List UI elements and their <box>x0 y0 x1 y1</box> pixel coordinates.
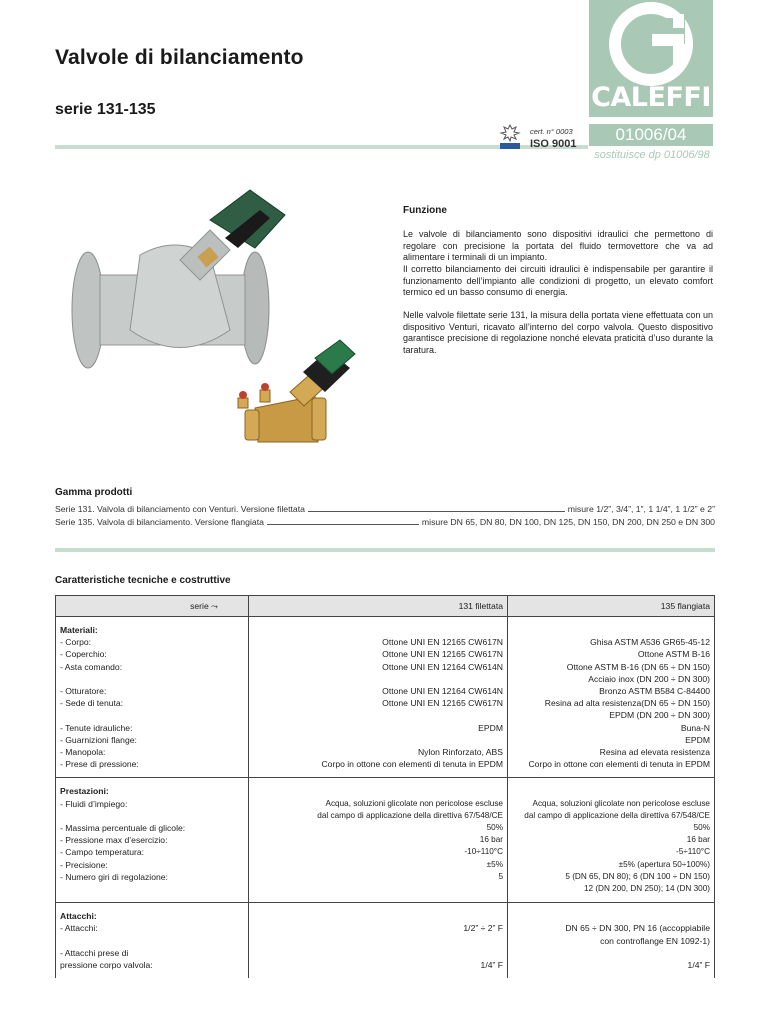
spec-table-header <box>56 596 715 617</box>
spec-cell-line <box>253 883 503 895</box>
spec-cell-line: EPDM (DN 200 ÷ DN 300) <box>609 710 710 721</box>
attacchi-131-list <box>253 922 503 971</box>
spec-cell-line: ±5% <box>486 859 503 869</box>
attacchi-131 <box>249 903 508 979</box>
materiali-label-list <box>60 636 244 770</box>
gamma-row-131-desc: Serie 131. Valvola di bilanciamento con Venturi. Versione filettata <box>55 504 305 514</box>
header-131: 131 filettata <box>249 596 508 617</box>
spec-cell-line: - Corpo: <box>60 637 92 648</box>
spec-cell-line <box>253 673 503 685</box>
header-serie: serie ⤳ <box>56 596 249 617</box>
spec-cell-line: - Guarnizioni flange: <box>60 734 137 745</box>
spec-table <box>55 595 715 978</box>
gamma-row-135-desc: Serie 135. Valvola di bilanciamento. Versione flangiata <box>55 517 264 527</box>
spec-cell-line: con controflange EN 1092-1) <box>600 935 710 946</box>
attacchi-title: Attacchi: <box>60 911 97 922</box>
materiali-135 <box>508 617 715 778</box>
iso-label: ISO 9001 <box>530 138 577 150</box>
gamma-row-131-sizes: misure 1/2”, 3/4”, 1”, 1 1/4”, 1 1/2” e 2” <box>567 504 715 514</box>
spec-cell-line: 50% <box>693 823 710 833</box>
attacchi-135-list <box>512 922 710 971</box>
prestazioni-section <box>56 778 715 903</box>
spec-cell-line: Ottone ASTM B-16 (DN 65 ÷ DN 150) <box>566 661 710 672</box>
funzione-paragraph-3: Nelle valvole filettate serie 131, la misura della portata viene effettuata con un dispositivo Venturi, ricavato all’interno del corpo valvola. Questo dispositivo garantisce precisione di regolazione nonché elevata praticità d’uso durante la taratura. <box>403 310 713 355</box>
spec-cell-line <box>512 947 710 959</box>
spec-cell-line: Acqua, soluzioni glicolate non pericolose escluse <box>532 798 710 808</box>
materiali-135-list <box>512 636 710 770</box>
spec-cell-line: Ottone ASTM B-16 <box>637 649 710 660</box>
valve-illustration <box>60 180 390 460</box>
spec-cell-line: - Manopola: <box>60 747 106 758</box>
brand-name: CALEFFI <box>591 82 711 113</box>
spec-cell-line: DN 65 ÷ DN 300, PN 16 (accoppiabile <box>565 923 710 934</box>
spec-cell-line: -5÷110°C <box>675 847 710 857</box>
spec-cell-line: 5 (DN 65, DN 80); 6 (DN 100 ÷ DN 150) <box>565 871 710 881</box>
spec-cell-line: Ottone UNI EN 12165 CW617N <box>382 698 503 709</box>
attacchi-label-list <box>60 922 244 971</box>
spec-cell-line: 12 (DN 200, DN 250); 14 (DN 300) <box>583 884 710 894</box>
prestazioni-label-list <box>60 798 244 896</box>
funzione-paragraph-2: Il corretto bilanciamento dei circuiti idraulici è indispensabile per garantire il funzionamento dell’impianto alle condizioni di progetto, un elevato comfort termico ed un basso consumo di energia. <box>403 264 713 298</box>
valve-image <box>60 180 390 460</box>
leader-line <box>308 511 565 512</box>
spec-cell-line: 1/4” F <box>480 960 503 971</box>
spec-cell-line: -10÷110°C <box>464 847 503 857</box>
spec-cell-line: Acqua, soluzioni glicolate non pericolose escluse <box>325 798 503 808</box>
spec-cell-line: EPDM <box>685 734 710 745</box>
spec-cell-line: 50% <box>486 823 503 833</box>
spec-cell-line: Bronzo ASTM B584 C-84400 <box>599 686 710 696</box>
spec-cell-line: Corpo in ottone con elementi di tenuta in EPDM <box>528 759 710 770</box>
page-title: Valvole di bilanciamento <box>55 46 304 69</box>
gamma-heading: Gamma prodotti <box>55 487 133 498</box>
spec-cell-line: - Pressione max d’esercizio: <box>60 835 168 846</box>
spec-cell-line: Ottone UNI EN 12165 CW617N <box>382 649 503 660</box>
funzione-heading: Funzione <box>403 205 447 216</box>
spec-cell-line: Acciaio inox (DN 200 ÷ DN 300) <box>588 673 710 684</box>
prestazioni-title: Prestazioni: <box>60 786 109 797</box>
spec-cell-line <box>253 709 503 721</box>
gamma-row-135 <box>55 517 715 527</box>
spec-cell-line <box>60 935 244 947</box>
materiali-section <box>56 617 715 778</box>
spec-cell-line: - Sede di tenuta: <box>60 698 124 709</box>
spec-cell-line: - Attacchi: <box>60 923 98 934</box>
prestazioni-labels <box>56 778 249 903</box>
attacchi-135 <box>508 903 715 979</box>
spec-cell-line: - Prese di pressione: <box>60 759 139 770</box>
spec-cell-line <box>60 883 244 895</box>
spec-cell-line: - Attacchi prese di <box>60 947 129 958</box>
spec-cell-line: Buna-N <box>680 722 710 733</box>
spec-cell-line: Corpo in ottone con elementi di tenuta in EPDM <box>321 759 503 770</box>
gamma-row-131 <box>55 504 715 514</box>
prestazioni-135-list <box>512 798 710 896</box>
spec-cell-line <box>60 709 244 721</box>
spec-cell-line: Ottone UNI EN 12164 CW614N <box>382 661 503 672</box>
spec-cell-line: - Coperchio: <box>60 649 107 660</box>
spec-cell-line: Resina ad elevata resistenza <box>599 747 710 758</box>
spec-cell-line: pressione corpo valvola: <box>60 960 153 971</box>
spec-cell-line: Ghisa ASTM A536 GR65-45-12 <box>590 637 710 648</box>
spec-cell-line: Nylon Rinforzato, ABS <box>417 747 503 758</box>
spec-cell-line: 16 bar <box>686 835 710 845</box>
spec-cell-line <box>253 734 503 746</box>
spec-cell-line: - Asta comando: <box>60 661 123 672</box>
materiali-131 <box>249 617 508 778</box>
spec-cell-line <box>253 947 503 959</box>
spec-cell-line: - Massima percentuale di glicole: <box>60 823 186 834</box>
leader-line <box>267 524 419 525</box>
spec-cell-line <box>60 673 244 685</box>
spec-cell-line: Ottone UNI EN 12165 CW617N <box>382 637 503 648</box>
spec-cell-line: ±5% (apertura 50÷100%) <box>618 859 710 869</box>
spec-cell-line: 1/4” F <box>687 960 710 971</box>
icim-cert-icon <box>499 124 521 150</box>
prestazioni-131-list <box>253 798 503 896</box>
attacchi-labels <box>56 903 249 979</box>
caratteristiche-heading: Caratteristiche tecniche e costruttive <box>55 575 231 586</box>
spec-cell-line: - Fluidi d’impiego: <box>60 798 128 809</box>
prestazioni-131 <box>249 778 508 903</box>
materiali-labels <box>56 617 249 778</box>
spec-cell-line: - Precisione: <box>60 859 108 870</box>
spec-cell-line: - Otturatore: <box>60 686 107 697</box>
attacchi-section <box>56 903 715 979</box>
caleffi-logo <box>589 0 713 117</box>
replaces-note: sostituisce dp 01006/98 <box>594 149 710 161</box>
page-subtitle: serie 131-135 <box>55 101 156 118</box>
spec-cell-line: Resina ad alta resistenza(DN 65 ÷ DN 150) <box>544 698 710 709</box>
funzione-paragraph-1: Le valvole di bilanciamento sono dispositivi idraulici che permettono di regolare con precisione la portata del fluido termovettore che va ad alimentare i terminali di un impianto. <box>403 229 713 263</box>
document-code: 01006/04 <box>589 124 713 146</box>
spec-cell-line: dal campo di applicazione della direttiva 67/548/CE <box>317 810 503 820</box>
spec-cell-line: 1/2” ÷ 2” F <box>463 923 503 934</box>
materiali-title: Materiali: <box>60 625 98 635</box>
spec-cell-line: - Tenute idrauliche: <box>60 722 133 733</box>
spec-cell-line <box>253 935 503 947</box>
spec-cell-line: EPDM <box>478 722 503 733</box>
header-135: 135 flangiata <box>508 596 715 617</box>
spec-cell-line: dal campo di applicazione della direttiva 67/548/CE <box>524 810 710 820</box>
cert-number: cert. n° 0003 <box>530 127 573 136</box>
section-rule <box>55 548 715 552</box>
spec-cell-line: - Campo temperatura: <box>60 847 145 858</box>
spec-cell-line: 16 bar <box>479 835 503 845</box>
spec-cell-line: Ottone UNI EN 12164 CW614N <box>382 686 503 696</box>
gamma-row-135-sizes: misure DN 65, DN 80, DN 100, DN 125, DN 150, DN 200, DN 250 e DN 300 <box>421 517 715 527</box>
prestazioni-135 <box>508 778 715 903</box>
spec-cell-line <box>60 810 244 822</box>
spec-cell-line: - Numero giri di regolazione: <box>60 871 168 882</box>
materiali-131-list <box>253 636 503 770</box>
spec-cell-line: 5 <box>498 871 503 881</box>
